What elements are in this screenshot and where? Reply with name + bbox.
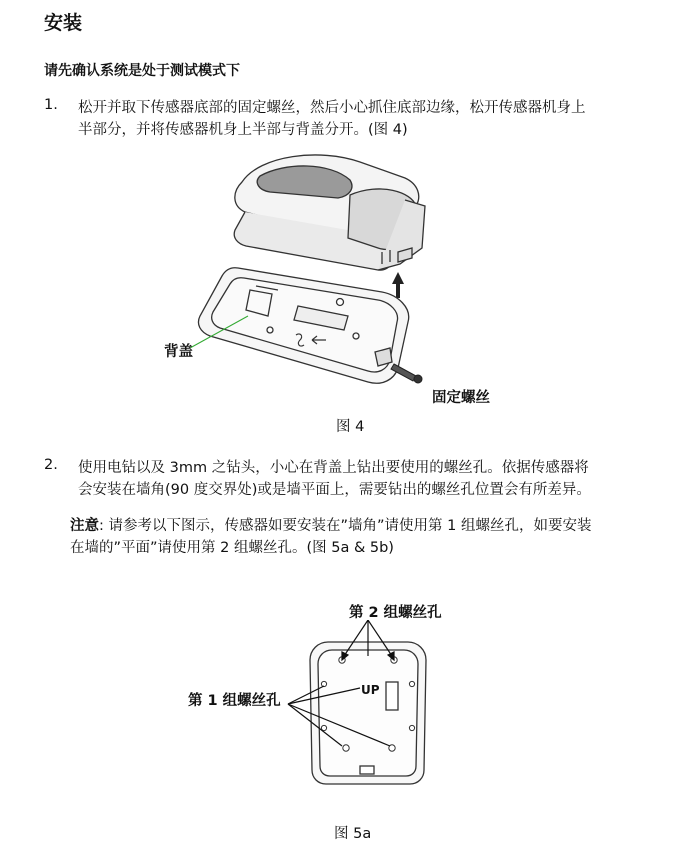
subtitle: 请先确认系统是处于测试模式下 <box>44 63 240 79</box>
figure-5a-caption: 图 5a <box>334 826 372 842</box>
step-2-number: 2. <box>44 457 58 473</box>
hole <box>321 681 326 686</box>
note-line-1-text: : 请参考以下图示，传感器如要安装在”墙角”请使用第 1 组螺丝孔，如要安装 <box>99 518 592 534</box>
hole <box>343 745 349 751</box>
step-1-line-2: 半部分，并将传感器机身上半部与背盖分开。(图 4) <box>78 122 408 138</box>
screw-label: 固定螺丝 <box>432 390 490 406</box>
group-1-label: 第 1 组螺丝孔 <box>188 693 281 709</box>
up-arrow <box>392 272 404 298</box>
step-2-text <box>78 457 591 501</box>
hole <box>409 681 414 686</box>
note-paragraph <box>70 515 591 559</box>
figure-4-caption: 图 4 <box>336 419 365 435</box>
note-line-2: 在墙的”平面”请使用第 2 组螺丝孔。(图 5a & 5b) <box>70 540 394 556</box>
section-title: 安装 <box>44 12 83 34</box>
step-1-text <box>78 97 586 141</box>
back-cover-plate <box>310 642 426 784</box>
hole <box>321 725 326 730</box>
note-label: 注意 <box>70 518 99 534</box>
up-mark: UP <box>361 683 380 697</box>
note-line-1 <box>70 515 591 537</box>
step-2-line-2: 会安装在墙角(90 度交界处)或是墙平面上，需要钻出的螺丝孔位置会有所差异。 <box>78 482 591 498</box>
figure-4-illustration <box>150 140 530 400</box>
sensor-body <box>234 155 425 270</box>
group-2-label: 第 2 组螺丝孔 <box>349 605 442 621</box>
back-cover-label: 背盖 <box>164 344 193 360</box>
figure-5a-illustration <box>280 620 440 790</box>
step-2-line-1: 使用电钻以及 3mm 之钻头，小心在背盖上钻出要使用的螺丝孔。依据传感器将 <box>78 460 589 476</box>
step-1-number: 1. <box>44 97 58 113</box>
hole <box>409 725 414 730</box>
step-1-line-1: 松开并取下传感器底部的固定螺丝，然后小心抓住底部边缘，松开传感器机身上 <box>78 100 586 116</box>
